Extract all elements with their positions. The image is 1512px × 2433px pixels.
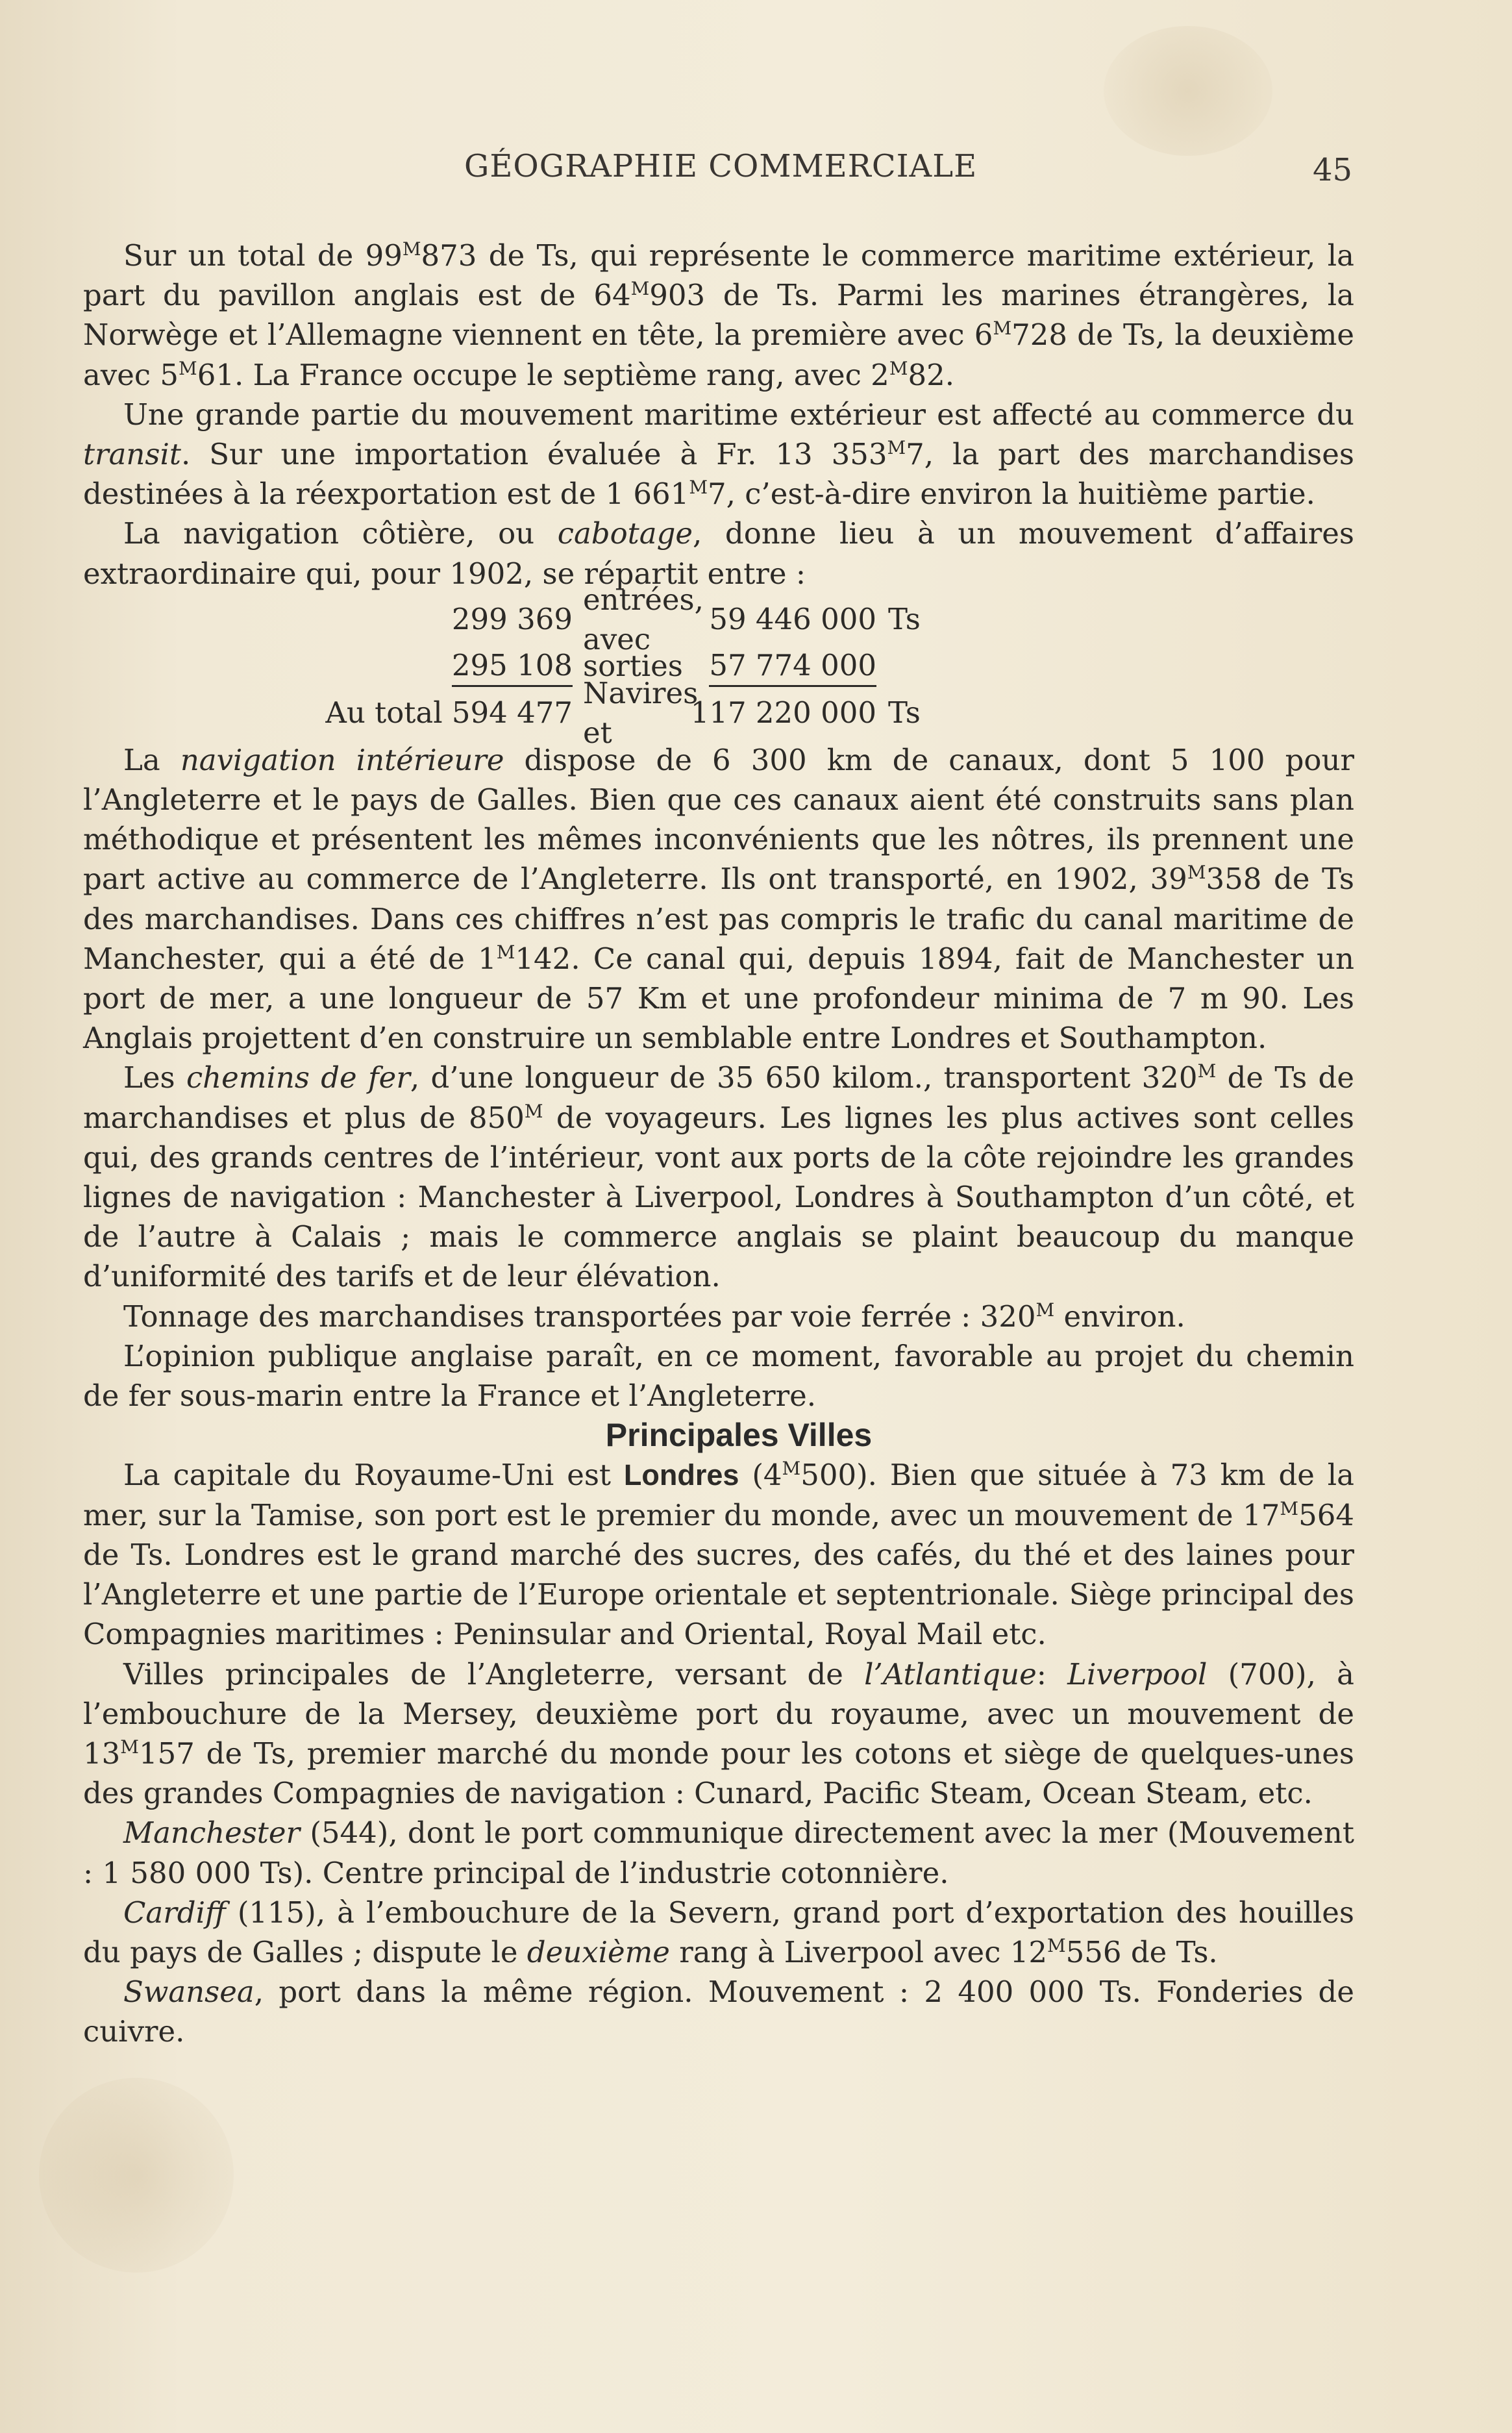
paragraph-transit: Une grande partie du mouvement maritime extérieur est affecté au commerce du transit. Sur une importation évaluée à Fr. 13 $353^M7$, la part des marchandises destinées à la réexportation est de 1 $661^M7$, c’est-à-dire environ la huitième partie. <box>83 397 1354 512</box>
paragraph-inland-navigation: La navigation intérieure dispose de 6 300 km de canaux, dont 5 100 pour l’Angleterre et le pays de Galles. Bien que ces canaux aient été construits sans plan méthodique et présentent les mêmes inconvénients que les nôtres, ils prennent une part active au commerce de l’Angleterre. Ils ont transporté, en 1902, $39^M358$ de Ts des marchandises. Dans ces chiffres n’est pas compris le trafic du canal maritime de Manchester, qui a été de $1^M142$. Ce canal qui, depuis 1894, fait de Manchester un port de mer, a une longueur de 57 Km et une profondeur minima de 7 m 90. Les Anglais projettent d’en construire un semblable entre Londres et Southampton. <box>83 742 1354 1056</box>
paragraph-swansea: Swansea, port dans la même région. Mouvement : 2 400 000 Ts. Fonderies de cuivre. <box>83 1975 1354 2049</box>
section-title: Principales Villes <box>605 1417 873 1454</box>
paragraph-liverpool: Villes principales de l’Angleterre, versant de l’Atlantique: Liverpool (700), à l’embouchure de la Mersey, deuxième port du royaume, avec un mouvement de $13^M157$ de Ts, premier marché du monde pour les cotons et siège de quelques-unes des grandes Compagnies de navigation : Cunard, Pacific Steam, Ocean Steam, etc. <box>83 1656 1354 1811</box>
table-total-row: Au total 594 477 Navires et 117 220 000 Ts <box>325 675 921 750</box>
table-row: 295 108 sorties 57 774 000 <box>83 643 1354 690</box>
paragraph-london: La capitale du Royaume-Uni est Londres $(4^M500)$. Bien que située à 73 km de la mer, sur la Tamise, son port est le premier du monde, avec un mouvement de $17^M564$ de Ts. Londres est le grand marché des sucres, des cafés, du thé et des laines pour l’Angleterre et une partie de l’Europe orientale et septentrionale. Siège principal des Compagnies maritimes : Peninsular and Oriental, Royal Mail etc. <box>83 1458 1354 1652</box>
page-header <box>0 148 1512 200</box>
cabotage-table <box>83 582 1354 750</box>
paper-stain <box>39 2078 234 2273</box>
table-row: 299 369 entrées, avec 59 446 000 Ts <box>451 582 921 656</box>
paragraph-maritime-trade: Sur un total de $99^M873$ de Ts, qui représente le commerce maritime extérieur, la part du pavillon anglais est de $64^M903$ de Ts. Parmi les marines étrangères, la Norwège et l’Allemagne viennent en tête, la première avec $6^M728$ de Ts, la deuxième avec $5^M61$. La France occupe le septième rang, avec $2^M82$. <box>83 238 1355 392</box>
paragraph-cardiff: Cardiff (115), à l’embouchure de la Severn, grand port d’exportation des houilles du pays de Galles ; dispute le deuxième rang à Liverpool avec $12^M556$ de Ts. <box>83 1895 1354 1969</box>
paragraph-manchester: Manchester (544), dont le port communique directement avec la mer (Mouvement : 1 580 000 Ts). Centre principal de l’industrie cotonnière. <box>83 1815 1354 1890</box>
running-title: GÉOGRAPHIE COMMERCIALE <box>464 148 978 184</box>
paper-stain <box>1104 26 1272 156</box>
paragraph-rail-tonnage: Tonnage des marchandises transportées par voie ferrée : $320^M$ environ. <box>123 1299 1185 1334</box>
paragraph-railways: Les chemins de fer, d’une longueur de 35 650 kilom., transportent $320^M$ de Ts de marchandises et plus de $850^M$ de voyageurs. Les lignes les plus actives sont celles qui, des grands centres de l’intérieur, vont aux ports de la côte rejoindre les grandes lignes de navigation : Manchester à Liverpool, Londres à Southampton d’un côté, et de l’autre à Calais ; mais le commerce anglais se plaint beaucoup du manque d’uniformité des tarifs et de leur élévation. <box>83 1060 1354 1294</box>
paragraph-channel-tunnel: L’opinion publique anglaise paraît, en ce moment, favorable au projet du chemin de fer sous-marin entre la France et l’Angleterre. <box>83 1338 1354 1414</box>
body-text <box>83 236 1354 2052</box>
paragraph-cabotage: La navigation côtière, ou cabotage, donne lieu à un mouvement d’affaires extraordinaire qui, pour 1902, se répartit entre : <box>83 516 1354 591</box>
page-number: 45 <box>1313 152 1353 188</box>
